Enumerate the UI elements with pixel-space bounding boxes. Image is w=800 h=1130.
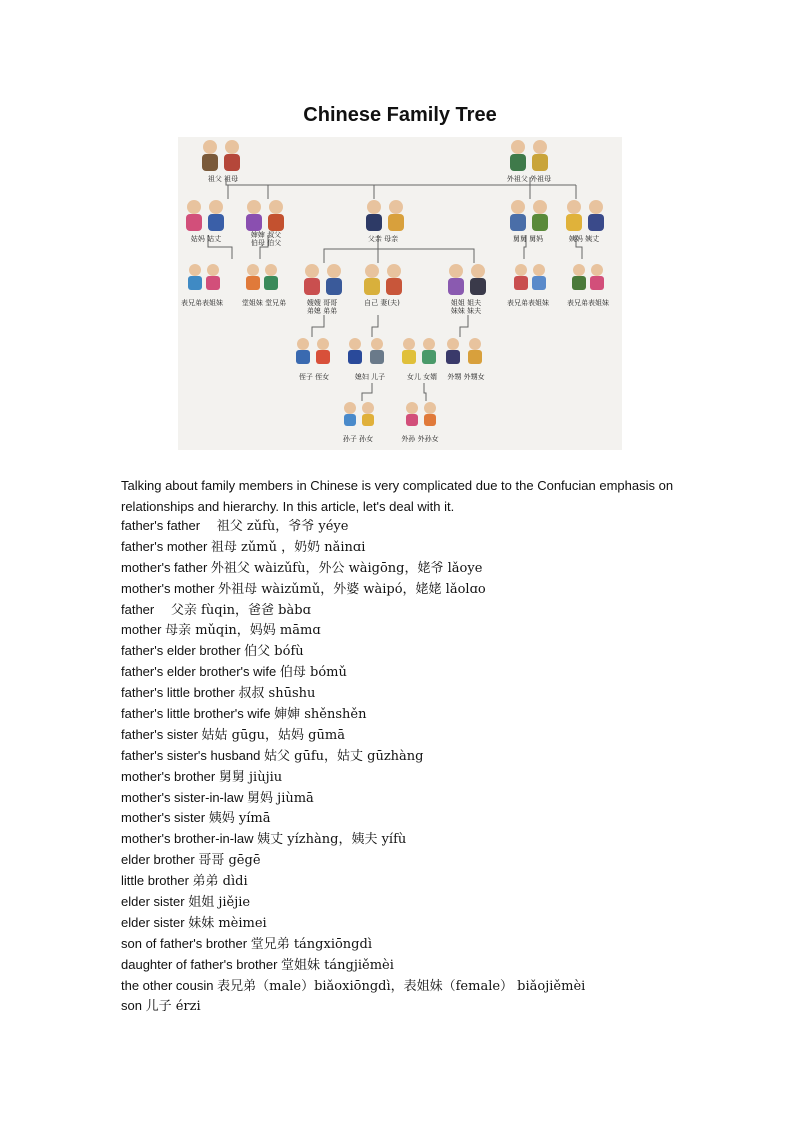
relation-list: [121, 516, 721, 1017]
relation-entry: [121, 620, 721, 641]
person-figure-icon: [468, 338, 482, 364]
relation-english: mother's sister-in-law: [121, 789, 244, 805]
relation-english: father's little brother: [121, 685, 235, 701]
relation-entry: [121, 955, 721, 976]
tree-label: 自己 妻(夫): [364, 299, 400, 307]
tree-label: 媳妇 儿子: [354, 373, 386, 381]
relation-chinese: 祖母 zǔmǔ ，奶奶 nǎinɑi: [210, 539, 366, 555]
relation-entry: [121, 725, 721, 746]
relation-english: mother's brother: [121, 768, 216, 784]
relation-chinese: 儿子 érzi: [145, 999, 201, 1015]
person-figure-icon: [422, 338, 436, 364]
tree-label: 女儿 女婿: [406, 373, 438, 381]
tree-label: 孙子 孙女: [342, 435, 374, 443]
tree-label: 姨妈 姨丈: [568, 235, 600, 243]
relation-chinese: 姐姐 jiějie: [188, 895, 251, 911]
relation-entry: [121, 808, 721, 829]
person-figure-icon: [510, 200, 526, 231]
relation-english: father's father: [121, 518, 201, 533]
person-figure-icon: [514, 264, 528, 290]
relation-chinese: 外祖母 wàizǔmǔ，外婆 wàipó，姥姥 lǎolɑo: [218, 581, 486, 597]
person-figure-icon: [366, 200, 382, 231]
relation-entry: [121, 871, 721, 892]
relation-english: father's sister: [121, 726, 198, 742]
tree-label: 伯母 伯父: [250, 239, 282, 247]
relation-english: mother's sister: [121, 810, 206, 826]
relation-chinese: 妹妹 mèimei: [188, 915, 267, 931]
relation-english: mother: [121, 622, 162, 638]
tree-label: 姐姐 姐夫: [450, 299, 482, 307]
relation-chinese: 弟弟 dìdi: [192, 874, 248, 890]
relation-english: son: [121, 998, 142, 1014]
tree-label: 外孙 外孙女: [401, 435, 439, 443]
person-figure-icon: [348, 338, 362, 364]
person-figure-icon: [532, 140, 548, 171]
tree-label: 堂姐妹 堂兄弟: [241, 299, 287, 307]
relation-entry: [121, 892, 721, 913]
relation-chinese: 祖父 zǔfù，爷爷 yéye: [203, 519, 349, 534]
relation-entry: [121, 579, 721, 600]
person-figure-icon: [296, 338, 310, 364]
relation-chinese: 姨妈 yímā: [208, 811, 271, 827]
relation-entry: [121, 537, 721, 558]
tree-label: 侄子 侄女: [298, 373, 330, 381]
relation-entry: [121, 516, 721, 537]
person-figure-icon: [264, 264, 278, 290]
relation-chinese: 叔叔 shūshu: [238, 686, 316, 702]
tree-label: 祖父 祖母: [207, 175, 239, 183]
person-figure-icon: [402, 338, 416, 364]
relation-chinese: 姑父 gūfu，姑丈 gūzhàng: [264, 748, 424, 764]
person-figure-icon: [388, 200, 404, 231]
person-figure-icon: [588, 200, 604, 231]
relation-entry: [121, 704, 721, 725]
relation-entry: [121, 934, 721, 955]
person-figure-icon: [224, 140, 240, 171]
relation-english: mother's mother: [121, 580, 215, 596]
person-figure-icon: [316, 338, 330, 364]
relation-entry: [121, 976, 721, 997]
person-figure-icon: [370, 338, 384, 364]
tree-label: 父亲 母亲: [367, 235, 399, 243]
relation-english: father's sister's husband: [121, 747, 261, 763]
family-tree-illustration: [178, 137, 622, 450]
relation-chinese: 姨丈 yízhàng，姨夫 yífù: [257, 832, 407, 848]
intro-paragraph: Talking about family members in Chinese is very complicated due to the Confucian emphasis on relationships and hierarchy. In this article, let's deal with it.: [121, 478, 674, 514]
tree-label: 婶婶 叔父: [250, 231, 282, 239]
tree-label: 舅舅 舅妈: [512, 235, 544, 243]
person-figure-icon: [510, 140, 526, 171]
relation-entry: [121, 767, 721, 788]
tree-label: 表兄弟表姐妹: [567, 299, 609, 307]
relation-entry: [121, 746, 721, 767]
tree-label: 嫂嫂 哥哥: [306, 299, 338, 307]
person-figure-icon: [188, 264, 202, 290]
relation-english: elder sister: [121, 894, 185, 910]
person-figure-icon: [246, 264, 260, 290]
relation-english: elder brother: [121, 852, 195, 868]
person-figure-icon: [386, 264, 402, 295]
relation-entry: [121, 913, 721, 934]
person-figure-icon: [448, 264, 464, 295]
relation-english: little brother: [121, 873, 189, 889]
person-figure-icon: [326, 264, 342, 295]
relation-chinese: 表兄弟（male）biǎoxiōngdì，表姐妹（female） biǎojiěmèi: [217, 978, 586, 994]
relation-english: father's mother: [121, 538, 208, 554]
relation-chinese: 伯母 bómǔ: [279, 665, 347, 681]
person-figure-icon: [572, 264, 586, 290]
tree-label: 外甥 外甥女: [447, 373, 485, 381]
page-title: Chinese Family Tree: [303, 104, 497, 126]
relation-english: elder sister: [121, 914, 185, 930]
relation-chinese: 堂姐妹 tángjiěmèi: [281, 957, 394, 973]
relation-chinese: 婶婶 shěnshěn: [274, 707, 367, 723]
relation-english: daughter of father's brother: [121, 956, 278, 972]
relation-english: mother's father: [121, 559, 208, 575]
relation-english: father: [121, 601, 155, 617]
relation-chinese: 母亲 mǔqin，妈妈 māmɑ: [165, 623, 321, 639]
person-figure-icon: [470, 264, 486, 295]
relation-english: father's elder brother: [121, 643, 241, 659]
relation-english: son of father's brother: [121, 935, 248, 951]
relation-entry: [121, 788, 721, 809]
person-figure-icon: [566, 200, 582, 231]
relation-entry: [121, 850, 721, 871]
tree-label: 妹妹 妹夫: [450, 307, 482, 315]
person-figure-icon: [364, 264, 380, 295]
person-figure-icon: [202, 140, 218, 171]
person-figure-icon: [246, 200, 262, 231]
tree-label: 表兄弟表姐妹: [507, 299, 549, 307]
tree-label: 外祖父 外祖母: [506, 175, 552, 183]
tree-label: 表兄弟表姐妹: [181, 299, 223, 307]
relation-entry: [121, 683, 721, 704]
person-figure-icon: [446, 338, 460, 364]
relation-entry: [121, 829, 721, 850]
person-figure-icon: [206, 264, 220, 290]
relation-english: mother's brother-in-law: [121, 831, 254, 847]
relation-entry: [121, 558, 721, 579]
relation-chinese: 姑姑 gūgu，姑妈 gūmā: [201, 727, 345, 743]
person-figure-icon: [186, 200, 202, 231]
relation-english: the other cousin: [121, 977, 214, 993]
relation-chinese: 伯父 bófù: [244, 644, 304, 660]
relation-entry: [121, 662, 721, 683]
person-figure-icon: [590, 264, 604, 290]
person-figure-icon: [208, 200, 224, 231]
person-figure-icon: [304, 264, 320, 295]
tree-label: 弟媳 弟弟: [306, 307, 338, 315]
relation-english: father's elder brother's wife: [121, 664, 277, 680]
relation-chinese: 父亲 fùqin，爸爸 bàbɑ: [157, 602, 311, 618]
person-figure-icon: [532, 264, 546, 290]
person-figure-icon: [268, 200, 284, 231]
relation-chinese: 舅舅 jiùjiu: [218, 769, 283, 785]
relation-chinese: 舅妈 jiùmā: [247, 790, 314, 806]
relation-entry: [121, 996, 721, 1017]
relation-chinese: 外祖父 wàizǔfù，外公 wàigōng，姥爷 lǎoye: [210, 560, 483, 576]
relation-chinese: 哥哥 gēgē: [198, 853, 261, 869]
relation-english: father's little brother's wife: [121, 706, 271, 722]
relation-entry: [121, 600, 721, 621]
tree-label: 姑妈 姑丈: [190, 235, 222, 243]
relation-entry: [121, 641, 721, 662]
person-figure-icon: [532, 200, 548, 231]
relation-chinese: 堂兄弟 tángxiōngdì: [250, 936, 372, 952]
